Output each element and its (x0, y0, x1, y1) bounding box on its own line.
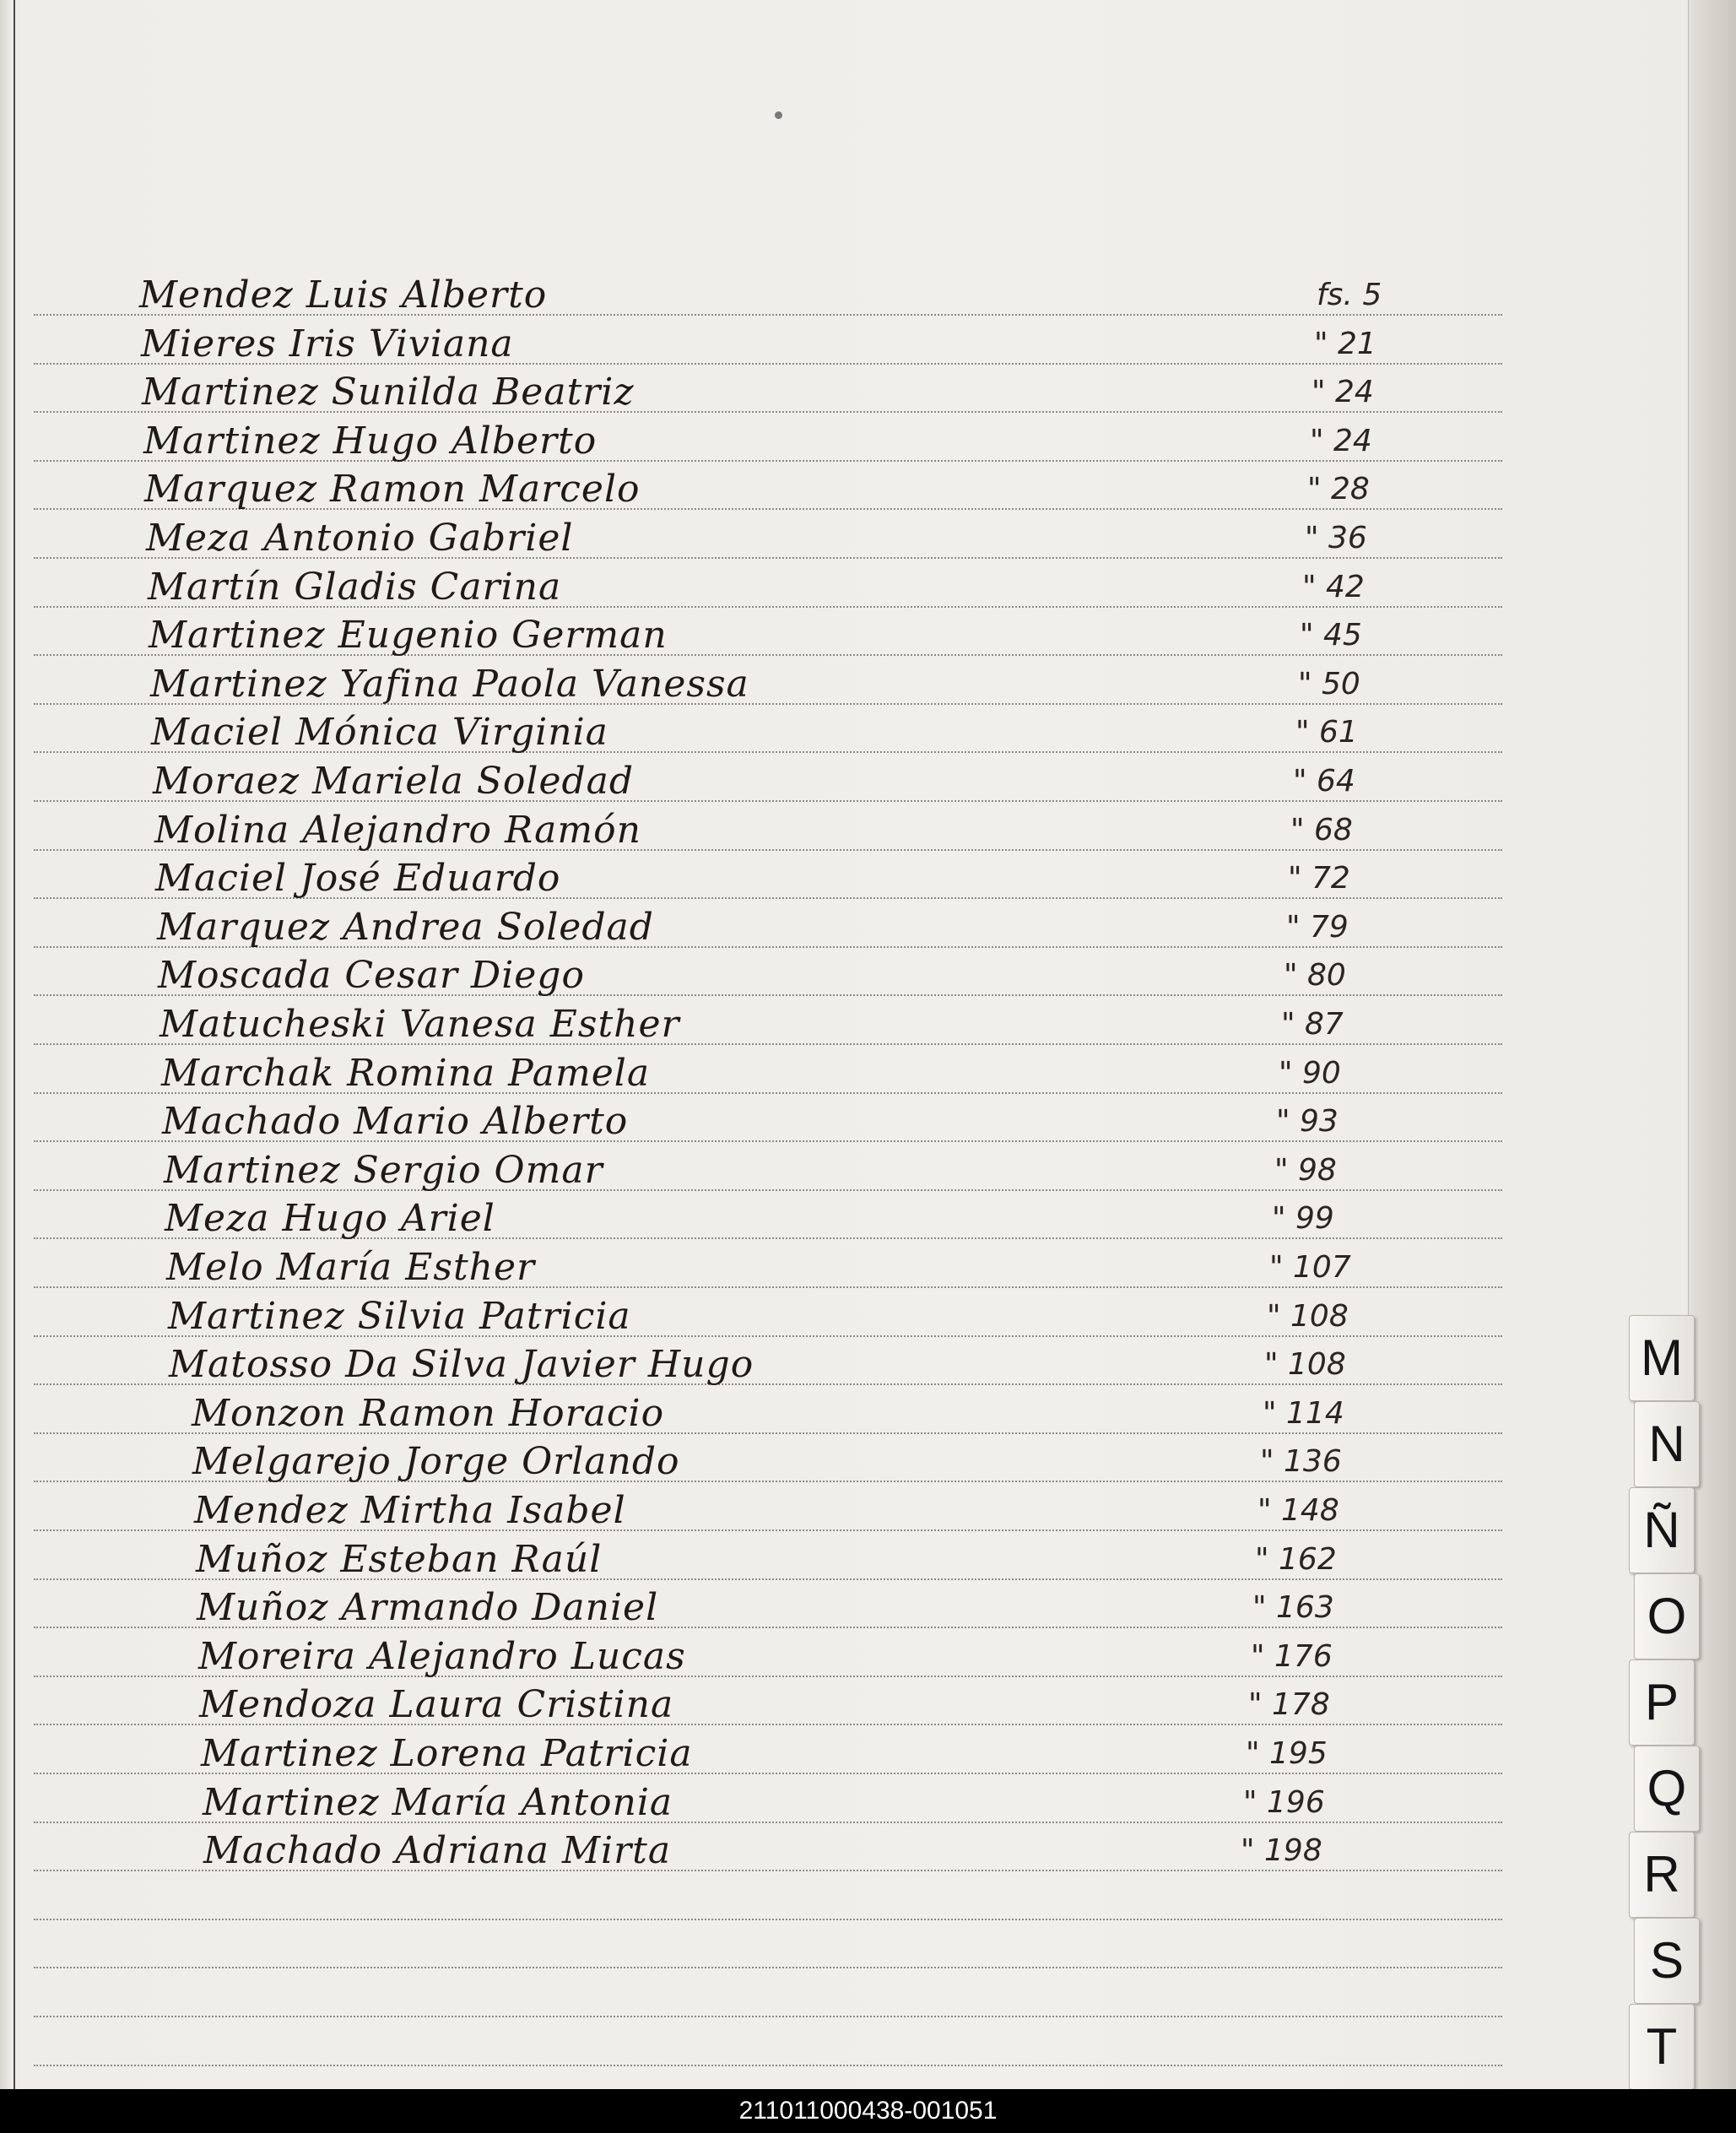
entry-folio (1307, 466, 1370, 513)
ruled-line (34, 1967, 1502, 1968)
folio-number: 5 (1362, 278, 1382, 312)
folio-number: 98 (1298, 1153, 1337, 1188)
entry-folio (1264, 1341, 1346, 1389)
folio-number: 61 (1319, 715, 1358, 750)
folio-number: 162 (1279, 1542, 1337, 1577)
folio-number: 107 (1293, 1250, 1351, 1285)
folio-number: 72 (1311, 861, 1350, 896)
entry-folio (1255, 1536, 1337, 1584)
entry-name: Machado Mario Alberto (162, 1100, 629, 1143)
ditto-mark: " (1288, 861, 1312, 896)
entry-folio (1317, 272, 1382, 319)
folio-number: 87 (1305, 1007, 1344, 1042)
entry-name: Muñoz Armando Daniel (197, 1586, 659, 1629)
ditto-mark: " (1311, 375, 1336, 409)
ditto-mark: " (1260, 1444, 1284, 1479)
ditto-mark: " (1276, 1104, 1301, 1139)
ditto-mark: " (1257, 1493, 1282, 1528)
index-tab-2[interactable]: Ñ (1629, 1487, 1695, 1573)
left-margin-line (14, 0, 15, 2089)
ditto-mark: " (1263, 1396, 1287, 1431)
ditto-mark: " (1267, 1299, 1291, 1334)
ditto-mark: " (1274, 1153, 1299, 1188)
entry-name: Martinez Eugenio German (149, 614, 668, 657)
folio-number: 28 (1331, 472, 1370, 506)
folio-number: 148 (1281, 1493, 1339, 1528)
index-tab-6[interactable]: R (1629, 1832, 1695, 1918)
entry-name: Meza Hugo Ariel (165, 1197, 495, 1240)
entry-folio (1284, 952, 1346, 999)
ruled-line (34, 1919, 1502, 1920)
index-tab-7[interactable]: S (1634, 1918, 1700, 2004)
ditto-mark: " (1305, 521, 1329, 555)
entry-folio (1267, 1293, 1349, 1340)
entry-folio (1243, 1779, 1325, 1827)
entry-name: Martinez Sunilda Beatriz (142, 371, 635, 414)
entry-name: Moraez Mariela Soledad (153, 760, 635, 803)
ink-dot (775, 111, 782, 119)
ditto-mark: " (1314, 327, 1339, 361)
entry-folio (1305, 515, 1367, 562)
entry-name: Melo María Esther (166, 1246, 536, 1289)
entry-name: Marchak Romina Pamela (161, 1052, 651, 1095)
ditto-mark: " (1286, 910, 1311, 945)
ditto-mark: " (1279, 1056, 1303, 1091)
ruled-line (34, 2016, 1502, 2017)
entry-folio (1300, 612, 1362, 659)
entry-folio (1281, 1001, 1344, 1048)
folio-number: 136 (1284, 1444, 1342, 1479)
ditto-mark: " (1284, 958, 1308, 993)
entry-name: Mendez Mirtha Isabel (194, 1489, 626, 1532)
folio-number: 196 (1267, 1785, 1325, 1820)
folio-number: 64 (1317, 764, 1355, 799)
entry-name: Meza Antonio Gabriel (146, 517, 574, 560)
entry-folio (1276, 1098, 1339, 1145)
entry-folio (1246, 1730, 1328, 1778)
folio-number: 50 (1322, 667, 1360, 701)
index-tab-3[interactable]: O (1634, 1573, 1700, 1659)
entry-name: Moreira Alejandro Lucas (198, 1635, 686, 1678)
entry-folio (1248, 1681, 1330, 1729)
ditto-mark: " (1251, 1639, 1275, 1674)
folio-number: 178 (1272, 1687, 1330, 1722)
entry-folio (1279, 1050, 1341, 1097)
entry-name: Martinez Hugo Alberto (143, 420, 598, 463)
entry-folio (1274, 1147, 1337, 1194)
folio-prefix: fs. (1317, 278, 1363, 312)
entry-folio (1311, 369, 1374, 416)
entry-name: Machado Adriana Mirta (203, 1829, 672, 1872)
entry-folio (1298, 661, 1360, 708)
ditto-mark: " (1298, 667, 1322, 701)
index-tab-0[interactable]: M (1629, 1315, 1695, 1401)
image-id-footer (0, 2089, 1736, 2133)
ditto-mark: " (1310, 424, 1334, 458)
entry-name: Mendoza Laura Cristina (199, 1683, 674, 1726)
ditto-mark: " (1243, 1785, 1268, 1820)
entry-name: Mieres Iris Viviana (141, 322, 514, 365)
entry-name: Mendez Luis Alberto (139, 273, 548, 317)
entry-folio (1241, 1827, 1322, 1875)
index-tab-4[interactable]: P (1629, 1659, 1695, 1746)
entry-folio (1288, 855, 1350, 902)
entry-name: Martinez Yafina Paola Vanessa (150, 663, 749, 706)
folio-number: 176 (1274, 1639, 1333, 1674)
folio-number: 198 (1264, 1833, 1322, 1868)
entry-folio (1272, 1195, 1334, 1242)
folio-number: 24 (1335, 375, 1374, 409)
entry-name: Melgarejo Jorge Orlando (192, 1440, 680, 1483)
entry-folio (1293, 758, 1355, 805)
folio-number: 36 (1328, 521, 1367, 555)
ruled-line (34, 2065, 1502, 2066)
folio-number: 68 (1314, 813, 1353, 847)
entry-name: Matucheski Vanesa Esther (160, 1003, 680, 1046)
index-tab-5[interactable]: Q (1634, 1746, 1700, 1832)
entry-name: Martinez Silvia Patricia (168, 1295, 631, 1338)
entry-name: Matosso Da Silva Javier Hugo (169, 1343, 754, 1386)
folio-number: 99 (1295, 1201, 1334, 1236)
folio-number: 79 (1310, 910, 1349, 945)
entry-folio (1257, 1487, 1339, 1535)
folio-number: 108 (1290, 1299, 1349, 1334)
ditto-mark: " (1302, 570, 1327, 604)
ditto-mark: " (1307, 472, 1332, 506)
folio-number: 24 (1333, 424, 1372, 458)
folio-number: 42 (1326, 570, 1365, 604)
entry-name: Martinez María Antonia (203, 1781, 673, 1824)
folio-number: 45 (1323, 618, 1362, 652)
entry-folio (1269, 1244, 1351, 1291)
entry-folio (1286, 904, 1349, 951)
entry-name: Moscada Cesar Diego (158, 954, 585, 997)
folio-number: 108 (1288, 1347, 1346, 1382)
entry-name: Muñoz Esteban Raúl (196, 1538, 603, 1581)
ditto-mark: " (1295, 715, 1320, 750)
entry-folio (1310, 418, 1372, 465)
index-tab-1[interactable]: N (1634, 1401, 1700, 1487)
ditto-mark: " (1293, 764, 1317, 799)
entry-folio (1290, 807, 1353, 854)
image-id-text: 211011000438-001051 (738, 2097, 998, 2125)
alphabet-index-tabs (1627, 1315, 1736, 2089)
folio-number: 163 (1276, 1590, 1334, 1625)
entry-folio (1263, 1390, 1344, 1437)
entry-name: Maciel Mónica Virginia (151, 711, 608, 754)
ditto-mark: " (1246, 1736, 1270, 1771)
ditto-mark: " (1255, 1542, 1279, 1577)
ditto-mark: " (1272, 1201, 1296, 1236)
folio-number: 80 (1307, 958, 1346, 993)
folio-number: 114 (1286, 1396, 1344, 1431)
entry-folio (1252, 1584, 1334, 1632)
entry-name: Martinez Lorena Patricia (201, 1732, 693, 1775)
entry-name: Martinez Sergio Omar (164, 1149, 603, 1192)
entry-name: Monzon Ramon Horacio (192, 1392, 665, 1435)
folio-number: 93 (1300, 1104, 1339, 1139)
folio-number: 195 (1269, 1736, 1328, 1771)
ditto-mark: " (1252, 1590, 1277, 1625)
index-tab-8[interactable]: T (1629, 2004, 1695, 2090)
entry-name: Martín Gladis Carina (148, 566, 562, 609)
entry-name: Marquez Andrea Soledad (157, 906, 654, 949)
folio-number: 90 (1302, 1056, 1341, 1091)
entry-folio (1295, 709, 1358, 756)
ditto-mark: " (1281, 1007, 1306, 1042)
ditto-mark: " (1264, 1347, 1289, 1382)
ditto-mark: " (1269, 1250, 1294, 1285)
entry-folio (1302, 564, 1365, 611)
entry-folio (1314, 321, 1376, 368)
entry-folio (1260, 1438, 1342, 1486)
ditto-mark: " (1241, 1833, 1265, 1868)
entry-folio (1251, 1633, 1333, 1681)
entry-name: Marquez Ramon Marcelo (144, 468, 641, 511)
ditto-mark: " (1248, 1687, 1273, 1722)
ditto-mark: " (1300, 618, 1324, 652)
entry-name: Molina Alejandro Ramón (154, 809, 641, 852)
entry-name: Maciel José Eduardo (155, 857, 561, 900)
folio-number: 21 (1338, 327, 1376, 361)
ditto-mark: " (1290, 813, 1315, 847)
